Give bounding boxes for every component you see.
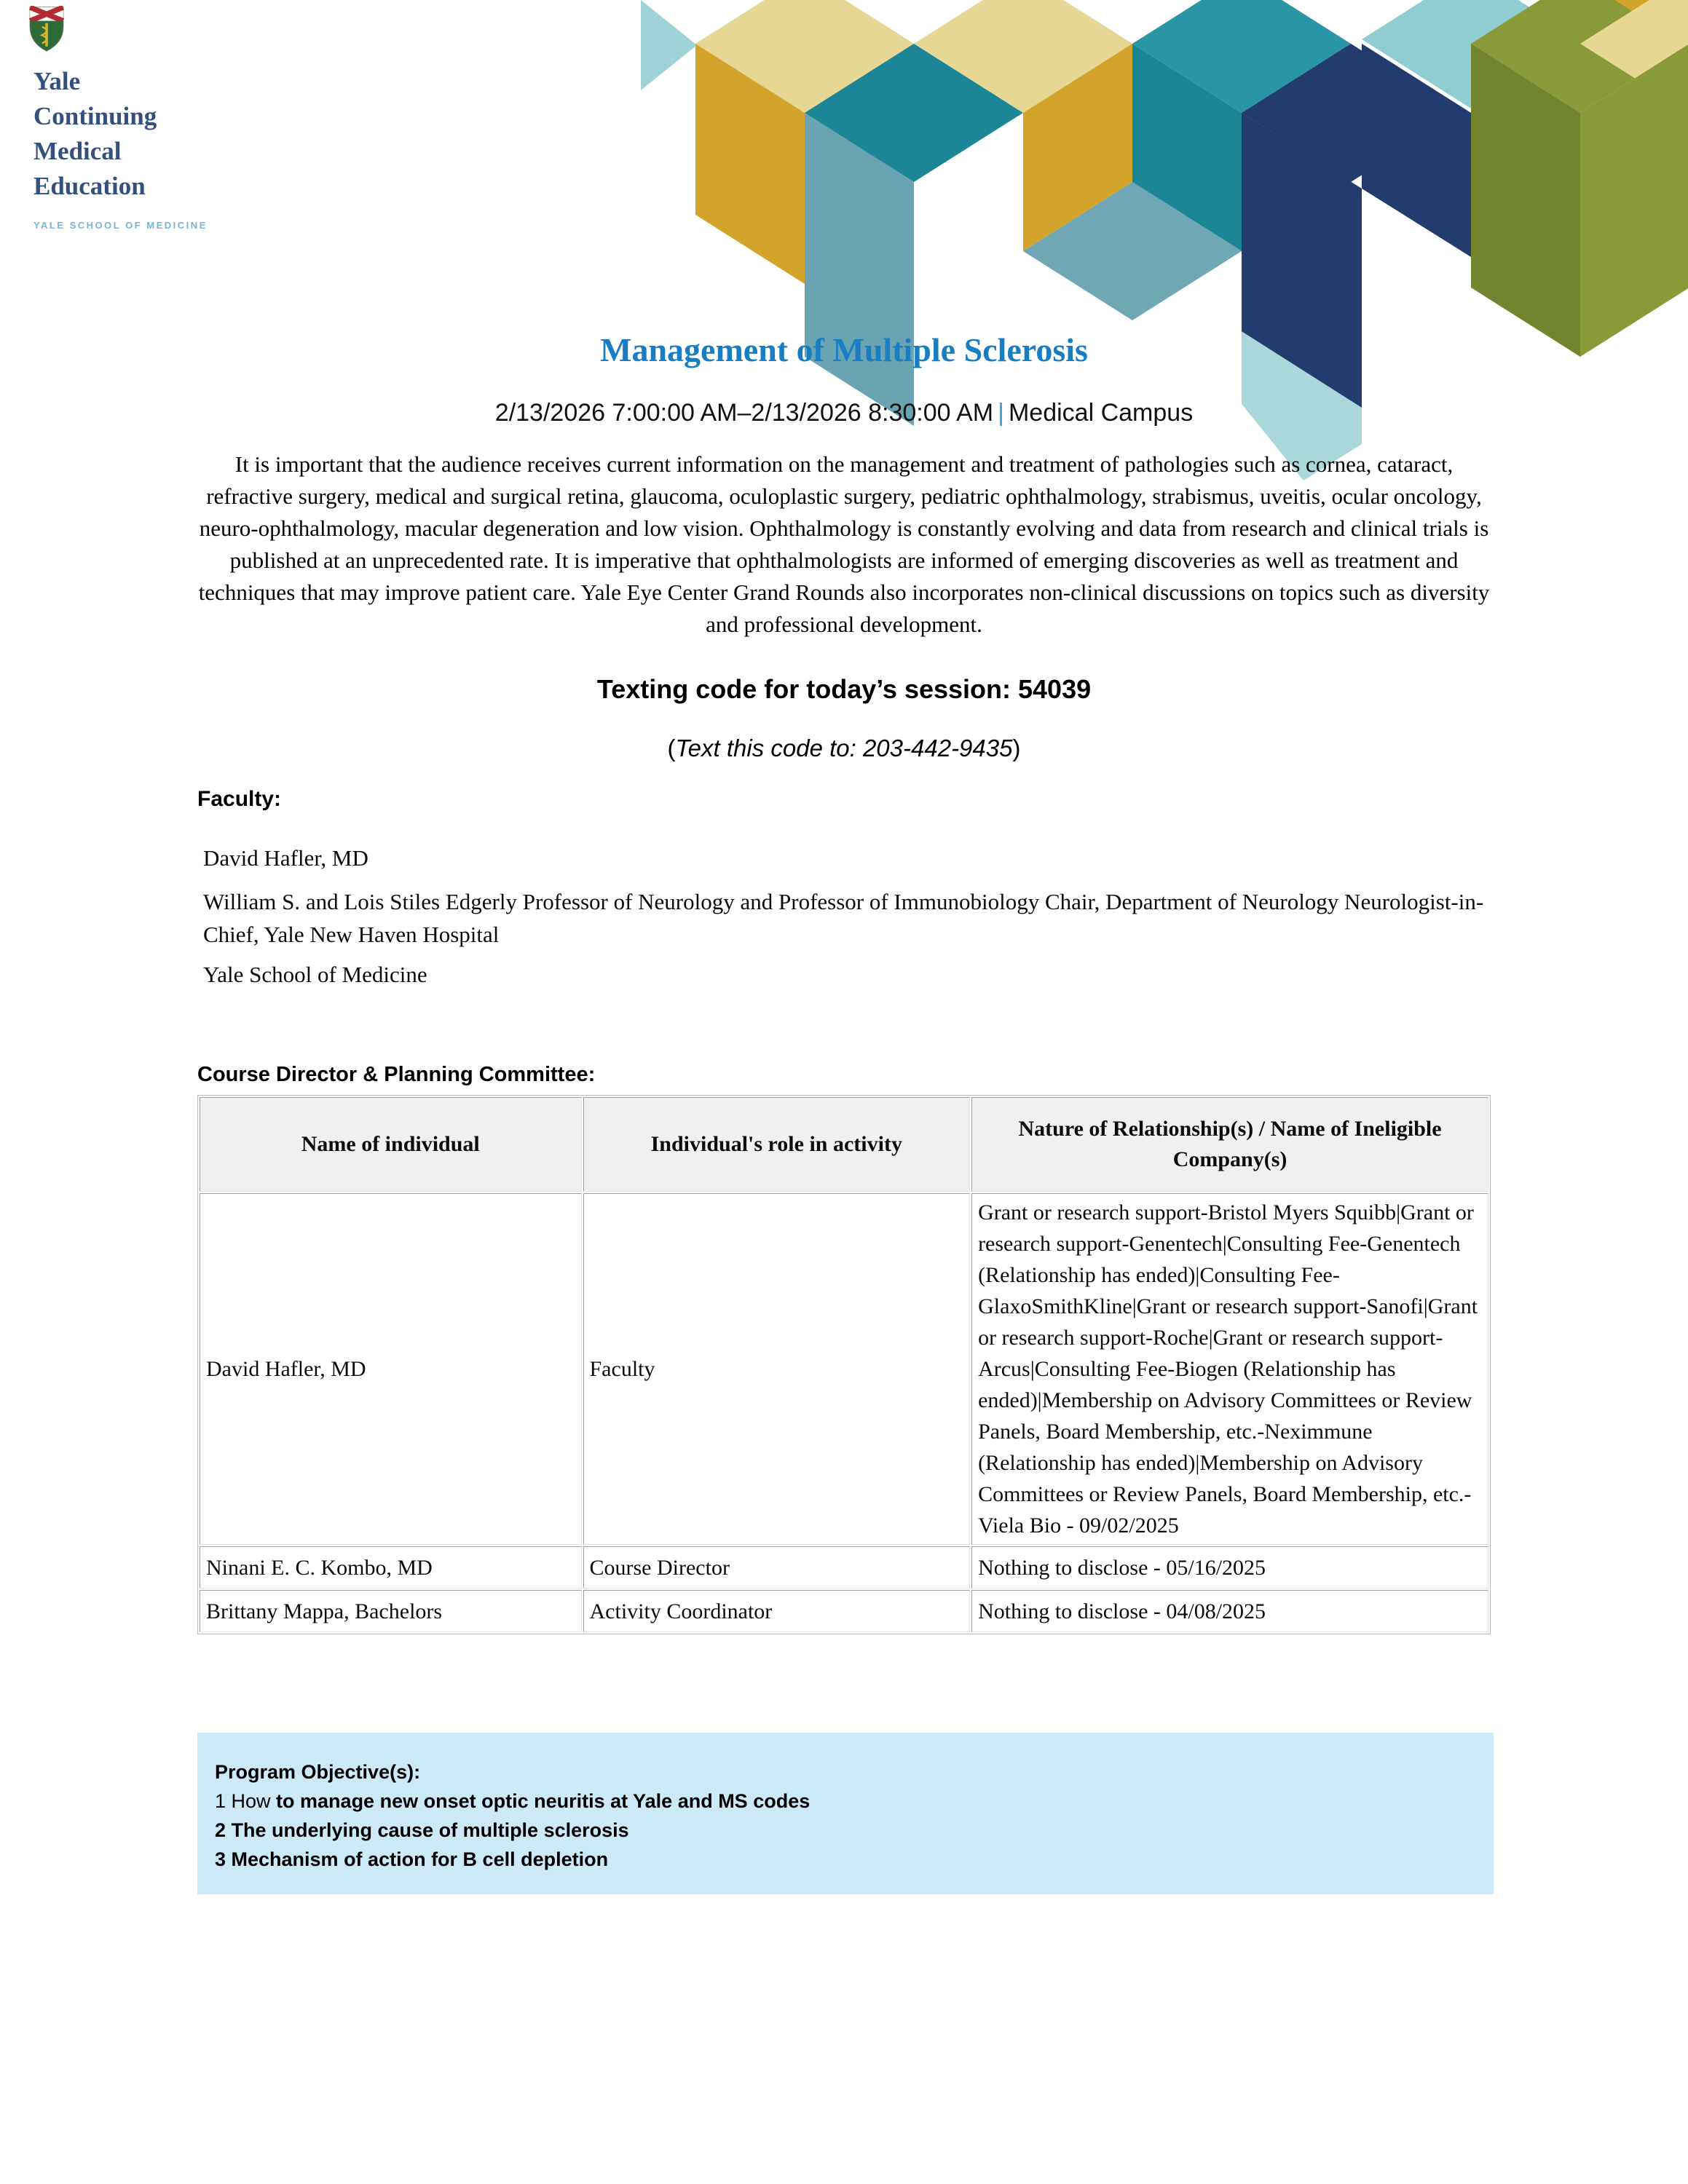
paren-open: ( <box>667 735 676 761</box>
objective-text: 3 Mechanism of action for B cell depletion <box>215 1848 609 1870</box>
faculty-heading: Faculty: <box>197 787 282 811</box>
page-title: Management of Multiple Sclerosis <box>600 331 1088 368</box>
cell-disclosure: Grant or research support-Bristol Myers Squibb|Grant or research support-Genentech|Consulting Fee-Genentech (Relationship has ended)|Consulting Fee-GlaxoSmithKline|Grant or research support-Sanofi|Grant or research support-Roche|Grant or research support-Arcus|Consulting Fee-Biogen (Relationship has ended)|Membership on Advisory Committees or Review Panels, Board Membership, etc.-Neximmune (Relationship has ended)|Membership on Advisory Committees or Review Panels, Board Membership, etc.-Viela Bio - 09/02/2025 <box>971 1193 1488 1545</box>
logo-wordmark <box>33 64 208 204</box>
logo-line-medical: Medical <box>33 137 122 165</box>
program-objectives-box <box>197 1733 1494 1894</box>
objectives-heading: Program Objective(s): <box>215 1761 421 1783</box>
committee-heading: Course Director & Planning Committee: <box>197 1063 596 1086</box>
table-header-row <box>200 1097 1488 1192</box>
paren-close: ) <box>1012 735 1021 761</box>
disclosure-table <box>197 1095 1491 1634</box>
event-description: It is important that the audience receives current information on the management and treatment of pathologies such as cornea, cataract, refractive surgery, medical and surgical retina, glaucoma, oculoplastic surgery, pediatric ophthalmology, strabismus, uveitis, ocular oncology, neuro-ophthalmology, macular degeneration and low vision. Ophthalmology is constantly evolving and data from research and clinical trials is published at an unprecedented rate. It is imperative that ophthalmologists are informed of emerging discoveries as well as treatment and techniques that may improve patient care. Yale Eye Center Grand Rounds also incorporates non-clinical discussions on topics such as diversity and professional development. <box>198 451 1490 637</box>
event-datetime: 2/13/2026 7:00:00 AM–2/13/2026 8:30:00 AM <box>494 399 994 427</box>
faculty-name: David Hafler, MD <box>203 845 368 871</box>
table-row <box>200 1193 1488 1545</box>
table-row <box>200 1546 1488 1588</box>
cell-role: Faculty <box>583 1193 971 1545</box>
texting-code-number: Text this code to: 203-442-9435 <box>675 735 1013 761</box>
column-header-relationship: Nature of Relationship(s) / Name of Ineligible Company(s) <box>971 1097 1488 1192</box>
objective-item <box>215 1845 1476 1874</box>
logo-tagline: YALE SCHOOL OF MEDICINE <box>33 220 208 231</box>
texting-code-heading: Texting code for today’s session: 54039 <box>596 674 1092 704</box>
logo-line-yale: Yale <box>33 67 81 95</box>
texting-code-instructions <box>197 732 1491 764</box>
cell-name: Ninani E. C. Kombo, MD <box>200 1546 582 1588</box>
table-row <box>200 1590 1488 1632</box>
objective-text: to manage new onset optic neuritis at Yale and MS codes <box>276 1790 811 1812</box>
cell-name: David Hafler, MD <box>200 1193 582 1545</box>
faculty-title: William S. and Lois Stiles Edgerly Professor of Neurology and Professor of Immunobiology Chair, Department of Neurology Neurologist-in-Chief, Yale New Haven Hospital <box>203 889 1484 947</box>
column-header-name: Name of individual <box>200 1097 582 1192</box>
yale-cme-logo <box>28 6 208 231</box>
cell-name: Brittany Mappa, Bachelors <box>200 1590 582 1632</box>
logo-line-education: Education <box>33 172 146 200</box>
cell-role: Course Director <box>583 1546 971 1588</box>
objective-prefix: 1 How <box>215 1790 277 1812</box>
faculty-institution: Yale School of Medicine <box>203 962 427 987</box>
main-content <box>197 0 1491 1894</box>
yale-shield-icon <box>28 6 66 52</box>
column-header-role: Individual's role in activity <box>583 1097 971 1192</box>
cell-disclosure: Nothing to disclose - 05/16/2025 <box>971 1546 1488 1588</box>
objective-text: 2 The underlying cause of multiple sclerosis <box>215 1819 629 1841</box>
objective-item <box>215 1787 1476 1816</box>
dateline-separator: | <box>998 399 1004 427</box>
event-dateline <box>197 397 1491 428</box>
cell-disclosure: Nothing to disclose - 04/08/2025 <box>971 1590 1488 1632</box>
objective-item <box>215 1816 1476 1845</box>
event-location: Medical Campus <box>1008 399 1194 427</box>
cell-role: Activity Coordinator <box>583 1590 971 1632</box>
logo-line-continuing: Continuing <box>33 102 157 130</box>
